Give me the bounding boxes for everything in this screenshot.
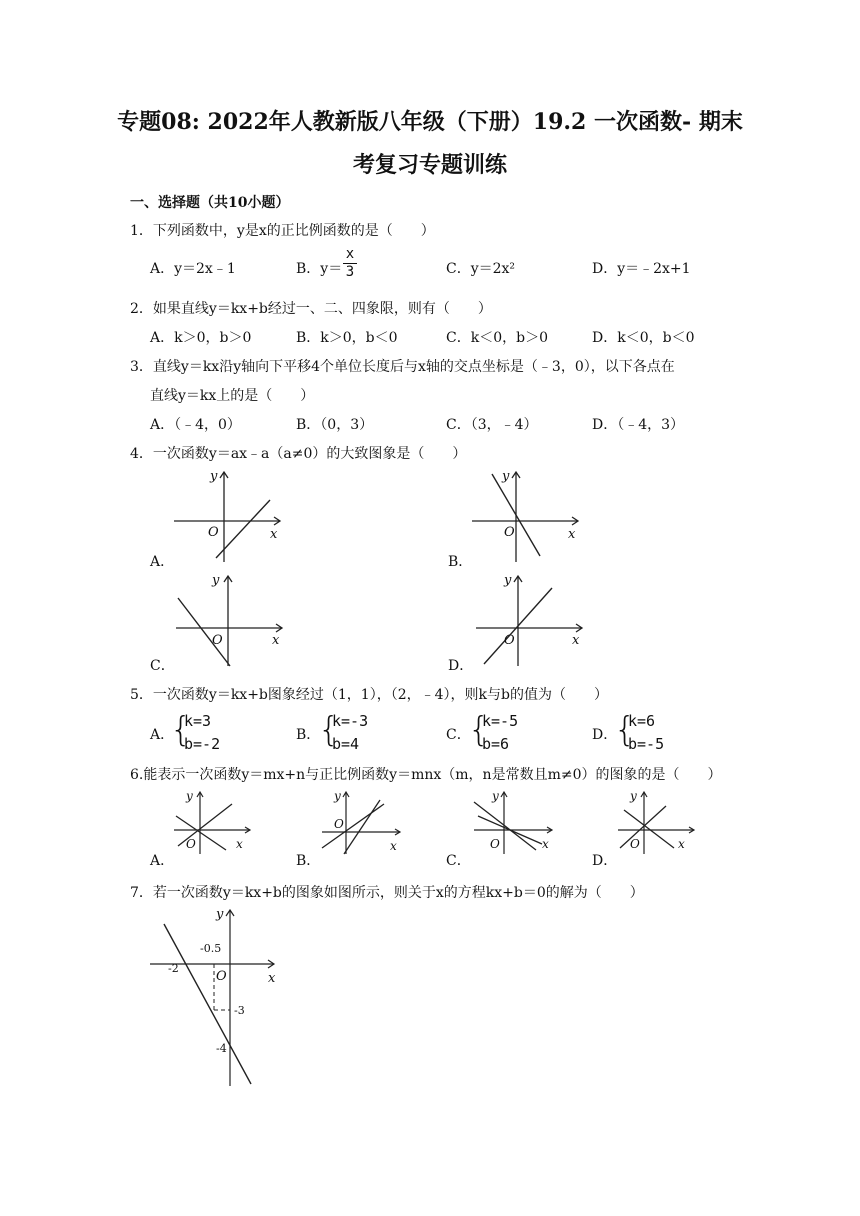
y-label: y: [630, 789, 637, 803]
q5-label-c: C．: [446, 727, 471, 743]
y-label: y: [492, 789, 499, 803]
x-label: x: [572, 633, 580, 648]
y-label: y: [186, 789, 193, 803]
q6-graph-c: [470, 786, 560, 856]
q3-option-a: A．（﹣4，0）: [150, 417, 241, 433]
line-1: [474, 802, 536, 850]
q6-graph-b: [318, 786, 408, 856]
y-label: y: [210, 469, 218, 484]
x-label: x: [270, 527, 278, 542]
y-label: y: [216, 907, 224, 922]
function-line: [178, 598, 230, 666]
q5-system-d-eq1: k=6: [628, 712, 656, 730]
tick-label-neg3: -3: [234, 1004, 245, 1017]
q1-fraction: [343, 246, 357, 280]
x-label: x: [272, 633, 280, 648]
q1-fraction-num: x: [345, 246, 355, 262]
q3-option-b: B．（0，3）: [296, 417, 374, 433]
q5-label-a: A．: [150, 727, 175, 743]
x-label: x: [678, 837, 685, 851]
line-2: [344, 800, 380, 854]
question-6-stem: 6.能表示一次函数y＝mx+n与正比例函数y＝mnx（m，n是常数且m≠0）的图象的是（ ）: [130, 767, 722, 783]
q5-system-a-eq1: k=3: [184, 712, 212, 730]
brace-icon: {: [318, 710, 340, 750]
question-3-stem-line1: 3．直线y＝kx沿y轴向下平移4个单位长度后与x轴的交点坐标是（﹣3，0），以下各点在: [130, 359, 675, 375]
q5-system-b-eq1: k=-3: [332, 712, 369, 730]
x-label: x: [268, 971, 276, 986]
line-2: [176, 816, 226, 850]
tick-label-neg2: -2: [168, 962, 179, 975]
q6-label-a: A．: [150, 853, 175, 869]
q5-system-a-eq2: b=-2: [184, 735, 221, 753]
q1-option-a: A．y＝2x﹣1: [150, 261, 236, 277]
y-label: y: [504, 573, 512, 588]
q5-system-b-eq2: b=4: [332, 735, 360, 753]
q5-system-c-eq1: k=-5: [482, 712, 519, 730]
q2-option-c: C．k＜0，b＞0: [446, 330, 548, 346]
q4-graph-a: [170, 466, 290, 566]
origin-label: O: [212, 633, 223, 648]
question-5-stem: 5．一次函数y＝kx+b图象经过（1，1），（2，﹣4），则k与b的值为（ ）: [130, 687, 608, 703]
origin-label: O: [630, 837, 640, 851]
q4-graph-b: [468, 466, 588, 566]
x-label: x: [236, 837, 243, 851]
origin-label: O: [504, 633, 515, 648]
question-3-stem-line2: 直线y＝kx上的是（ ）: [150, 388, 315, 404]
question-4-stem: 4．一次函数y＝ax﹣a（a≠0）的大致图象是（ ）: [130, 446, 467, 462]
x-label: x: [390, 839, 397, 853]
q3-option-c: C．（3，﹣4）: [446, 417, 538, 433]
q5-label-b: B．: [296, 727, 321, 743]
section-heading: 一、选择题（共10小题）: [130, 195, 290, 211]
q1-option-d: D．y＝﹣2x+1: [592, 261, 691, 277]
question-1-stem: 1．下列函数中，y是x的正比例函数的是（ ）: [130, 223, 435, 239]
origin-label: O: [504, 525, 515, 540]
q5-system-d-eq2: b=-5: [628, 735, 665, 753]
q2-option-d: D．k＜0，b＜0: [592, 330, 695, 346]
origin-label: O: [334, 817, 344, 831]
q7-graph: [140, 900, 300, 1090]
x-label: x: [568, 527, 576, 542]
page-title-line2: 考复习专题训练: [352, 152, 507, 178]
q2-option-a: A．k＞0，b＞0: [150, 330, 252, 346]
q4-label-d: D．: [448, 658, 474, 674]
y-label: y: [502, 469, 510, 484]
brace-icon: {: [468, 710, 490, 750]
q5-system-c-eq2: b=6: [482, 735, 510, 753]
q1-option-b: B．y＝: [296, 261, 343, 277]
brace-icon: {: [614, 710, 636, 750]
tick-label-neg4: -4: [216, 1042, 227, 1055]
page-title-line1: 专题08: 2022年人教新版八年级（下册）19.2 一次函数- 期末: [117, 109, 743, 135]
q1-fraction-den: 3: [343, 263, 357, 280]
origin-label: O: [186, 837, 196, 851]
q4-label-a: A．: [150, 554, 175, 570]
q6-label-c: C．: [446, 853, 471, 869]
q4-label-c: C．: [150, 658, 175, 674]
q6-graph-a: [170, 786, 260, 856]
origin-label: O: [216, 969, 227, 984]
q6-label-b: B．: [296, 853, 321, 869]
q4-graph-d: [472, 568, 592, 668]
q4-graph-c: [172, 568, 292, 668]
y-label: y: [334, 789, 341, 803]
q4-label-b: B．: [448, 554, 473, 570]
q6-label-d: D．: [592, 853, 618, 869]
x-label: x: [542, 837, 549, 851]
q2-option-b: B．k＞0，b＜0: [296, 330, 398, 346]
y-label: y: [212, 573, 220, 588]
question-2-stem: 2．如果直线y＝kx+b经过一、二、四象限，则有（ ）: [130, 301, 492, 317]
question-7-stem: 7．若一次函数y＝kx+b的图象如图所示，则关于x的方程kx+b＝0的解为（ ）: [130, 885, 644, 901]
q5-label-d: D．: [592, 727, 618, 743]
brace-icon: {: [170, 710, 192, 750]
tick-label-neg0.5: -0.5: [200, 942, 222, 955]
origin-label: O: [208, 525, 219, 540]
origin-label: O: [490, 837, 500, 851]
q1-option-c: C．y＝2x²: [446, 261, 516, 277]
q3-option-d: D．（﹣4，3）: [592, 417, 685, 433]
q6-graph-d: [614, 786, 704, 856]
